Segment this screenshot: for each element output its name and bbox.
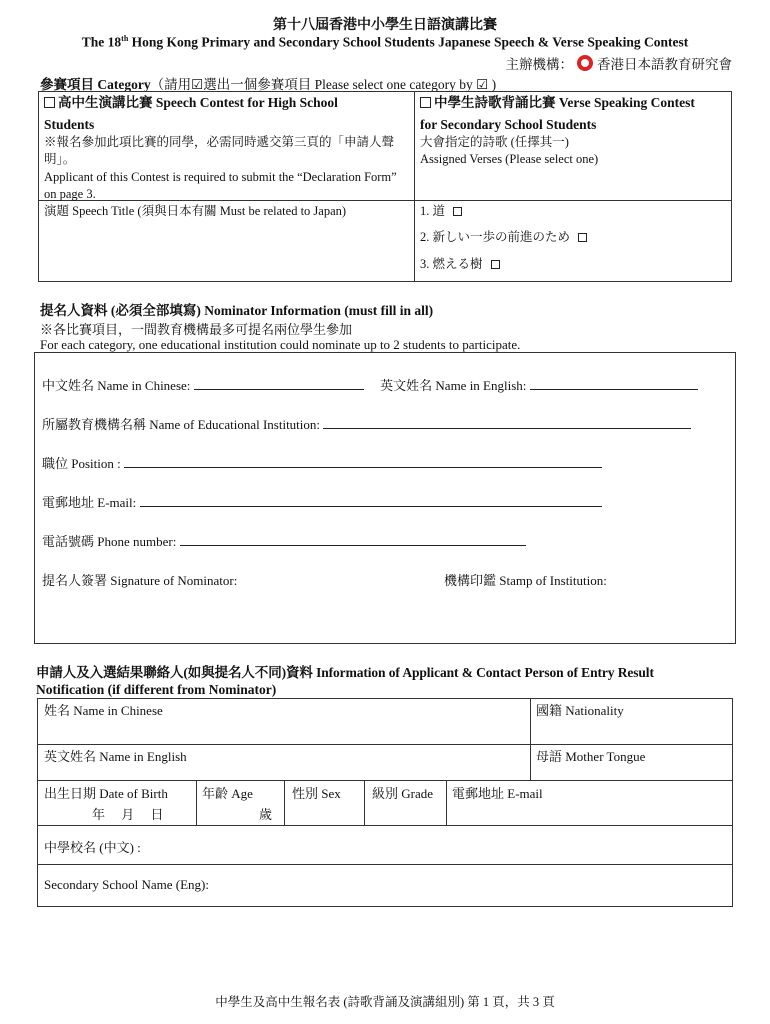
- speech-title-zh: 高中生演講比賽: [58, 95, 153, 110]
- applicant-grade[interactable]: 級別 Grade: [372, 786, 434, 801]
- title-en-prefix: The 18: [81, 34, 122, 50]
- applicant-age-unit: 歲: [258, 807, 272, 822]
- verse-title-zh: 中學生詩歌背誦比賽: [434, 95, 556, 110]
- page-footer: 中學生及高中生報名表 (詩歌背誦及演講組別) 第 1 頁，共 3 頁: [215, 995, 555, 1009]
- form-title-english: [0, 34, 770, 51]
- nominator-email-label: 電郵地址 E-mail:: [42, 495, 137, 510]
- applicant-row-4-bottom: [37, 864, 733, 865]
- verse-option-3-checkbox[interactable]: [491, 260, 500, 269]
- speech-note-zh: ※報名參加此項比賽的同學，必需同時遞交第三頁的「申請人聲明」。: [44, 135, 395, 166]
- organizer-logo-icon: [577, 55, 593, 71]
- nominator-name-zh-field[interactable]: [194, 377, 364, 390]
- verse-option-2-label: 2. 新しい一歩の前進のため: [420, 230, 571, 244]
- organizer: [506, 53, 733, 73]
- applicant-sex[interactable]: 性別 Sex: [292, 786, 341, 801]
- applicant-nationality[interactable]: 國籍 Nationality: [536, 703, 624, 718]
- verse-row-divider: [415, 200, 732, 201]
- applicant-age-label: 年齡 Age: [202, 786, 253, 801]
- applicant-row-3-bottom: [37, 825, 733, 826]
- applicant-school-zh[interactable]: 中學校名 (中文) :: [44, 840, 141, 855]
- organizer-name: 香港日本語教育研究會: [597, 57, 732, 72]
- speech-title-en-1: Speech Contest for High School: [152, 95, 338, 110]
- nominator-position-row: [42, 453, 602, 472]
- speech-contest-cell: [44, 94, 406, 203]
- nominator-name-zh-label: 中文姓名 Name in Chinese:: [42, 378, 191, 393]
- applicant-name-zh[interactable]: 姓名 Name in Chinese: [44, 703, 163, 718]
- verse-title-en-2: for Secondary School Students: [420, 117, 597, 132]
- speech-contest-title: [44, 94, 406, 111]
- verse-assigned-en: Assigned Verses (Please select one): [420, 152, 599, 166]
- verse-option-3[interactable]: [420, 256, 503, 273]
- applicant-col-divider-age: [284, 780, 285, 825]
- category-divider: [414, 91, 415, 282]
- verse-option-1[interactable]: [420, 203, 465, 220]
- applicant-name-en[interactable]: 英文姓名 Name in English: [44, 749, 187, 764]
- applicant-col-divider-right: [530, 698, 531, 780]
- form-title-chinese: 第十八屆香港中小學生日語演講比賽: [273, 18, 497, 33]
- nominator-name-en-label: 英文姓名 Name in English:: [380, 378, 527, 393]
- applicant-email[interactable]: 電郵地址 E-mail: [452, 786, 543, 801]
- applicant-dob-units: 年 月 日: [92, 807, 164, 822]
- nominator-note-en: For each category, one educational institution could nominate up to 2 students to participate.: [40, 337, 521, 352]
- nominator-position-field[interactable]: [124, 455, 602, 468]
- verse-option-1-checkbox[interactable]: [453, 207, 462, 216]
- applicant-row-1-bottom: [37, 744, 733, 745]
- verse-option-2[interactable]: [420, 229, 590, 246]
- title-en-sup: th: [121, 34, 129, 43]
- speech-note-en: Applicant of this Contest is required to submit the “Declaration Form” on page 3.: [44, 170, 397, 201]
- nominator-email-field[interactable]: [140, 494, 602, 507]
- nominator-email-row: [42, 492, 602, 511]
- nominator-name-row: [42, 375, 698, 394]
- applicant-heading-line-2: Notification (if different from Nominator): [36, 682, 277, 697]
- speech-title-field[interactable]: 演題 Speech Title (須與日本有關 Must be related to Japan): [44, 204, 347, 218]
- nominator-heading: 提名人資料 (必須全部填寫) Nominator Information (must fill in all): [40, 303, 434, 318]
- applicant-school-en[interactable]: Secondary School Name (Eng):: [44, 877, 209, 892]
- verse-title-en-1: Verse Speaking Contest: [555, 95, 695, 110]
- verse-contest-title: [420, 94, 726, 111]
- applicant-col-divider-dob: [196, 780, 197, 825]
- category-label-rest: （請用☑選出一個參賽項目 Please select one category by ☑ ): [150, 77, 497, 92]
- verse-option-3-label: 3. 燃える樹: [420, 257, 483, 271]
- verse-option-2-checkbox[interactable]: [578, 233, 587, 242]
- applicant-dob[interactable]: [44, 783, 192, 823]
- nominator-institution-label: 所屬教育機構名稱 Name of Educational Institution:: [42, 417, 321, 432]
- applicant-row-2-bottom: [37, 780, 733, 781]
- nominator-phone-field[interactable]: [180, 533, 526, 546]
- title-en-rest: Hong Kong Primary and Secondary School Students Japanese Speech & Verse Speaking Contest: [128, 34, 689, 50]
- nominator-institution-row: [42, 414, 691, 433]
- speech-title-en-2: Students: [44, 117, 95, 132]
- institution-stamp-label[interactable]: 機構印鑑 Stamp of Institution:: [444, 573, 607, 588]
- category-label-bold: 參賽項目 Category: [40, 77, 151, 92]
- nominator-note-zh: ※各比賽項目，一間教育機構最多可提名兩位學生參加: [40, 322, 353, 337]
- nominator-name-en-field[interactable]: [530, 377, 698, 390]
- verse-contest-checkbox[interactable]: [420, 97, 431, 108]
- applicant-age[interactable]: [202, 783, 280, 823]
- speech-contest-checkbox[interactable]: [44, 97, 55, 108]
- nominator-phone-label: 電話號碼 Phone number:: [42, 534, 177, 549]
- organizer-label: 主辦機構：: [505, 57, 573, 72]
- nominator-phone-row: [42, 531, 526, 550]
- nominator-position-label: 職位 Position :: [42, 456, 121, 471]
- verse-contest-cell: [420, 94, 726, 168]
- applicant-heading-line-1: 申請人及入選結果聯絡人(如與提名人不同)資料 Information of Applicant & Contact Person of Entry Result: [36, 665, 654, 680]
- applicant-col-divider-grade: [446, 780, 447, 825]
- verse-assigned-zh: 大會指定的詩歌 (任擇其一): [420, 135, 569, 149]
- applicant-heading: [36, 664, 736, 698]
- applicant-col-divider-sex: [364, 780, 365, 825]
- verse-option-1-label: 1. 道: [420, 204, 446, 218]
- applicant-mother-tongue[interactable]: 母語 Mother Tongue: [536, 749, 646, 764]
- applicant-dob-label: 出生日期 Date of Birth: [44, 786, 168, 801]
- nominator-institution-field[interactable]: [323, 416, 691, 429]
- category-label: [40, 73, 496, 93]
- nominator-signature-label[interactable]: 提名人簽署 Signature of Nominator:: [42, 573, 238, 588]
